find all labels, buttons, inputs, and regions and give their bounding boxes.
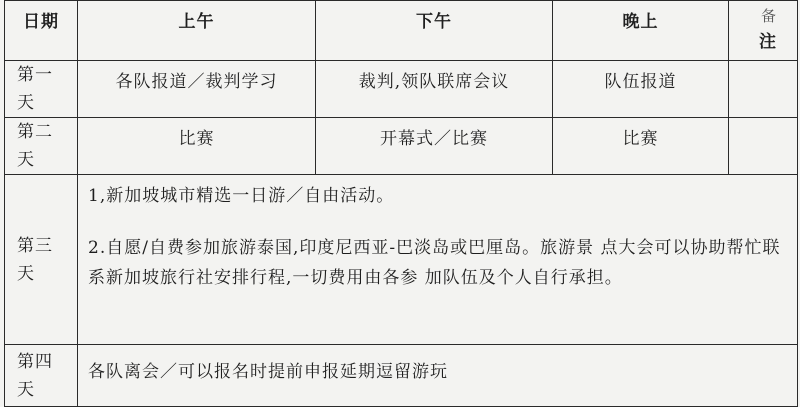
header-note [729,1,798,61]
day-label-line2: 天 [17,379,35,400]
schedule-table [4,0,798,407]
afternoon-cell: 裁判,领队联席会议 [316,61,553,118]
header-afternoon: 下午 [316,1,553,61]
day-label [5,118,78,175]
table-row [5,118,798,175]
table-row [5,175,798,345]
day-label [5,61,78,118]
activities-cell [78,175,798,345]
day-label [5,345,78,407]
day-label-line2: 天 [17,263,35,284]
activity-item: 1,新加坡城市精选一日游／自由活动。 [88,186,395,206]
afternoon-cell: 开幕式／比赛 [316,118,553,175]
day-label-line1: 第四 [17,351,53,372]
header-row [5,1,798,61]
header-note-line1: 备 [760,7,777,25]
evening-cell: 比赛 [553,118,729,175]
table-row [5,61,798,118]
morning-cell: 各队报道／裁判学习 [78,61,316,118]
note-cell [729,118,798,175]
day-label-line1: 第二 [17,122,53,142]
day-label-line1: 第一 [17,65,53,85]
day-label-line2: 天 [17,93,35,113]
table-row [5,345,798,407]
evening-cell: 队伍报道 [553,61,729,118]
day-label [5,175,78,345]
note-cell [729,61,798,118]
header-note-line2: 注 [759,32,777,52]
day-label-line2: 天 [17,150,35,170]
header-evening: 晚上 [553,1,729,61]
header-day: 日期 [5,1,78,61]
activity-item: 2.自愿/自费参加旅游泰国,印度尼西亚-巴淡岛或巴厘岛。旅游景 点大会可以协助帮忙联系新加坡旅行社安排行程,一切费用由各参 加队伍及个人自行承担。 [88,238,781,288]
day-label-line1: 第三 [17,235,53,256]
morning-cell: 比赛 [78,118,316,175]
activities-cell: 各队离会／可以报名时提前申报延期逗留游玩 [78,345,798,407]
header-morning: 上午 [78,1,316,61]
